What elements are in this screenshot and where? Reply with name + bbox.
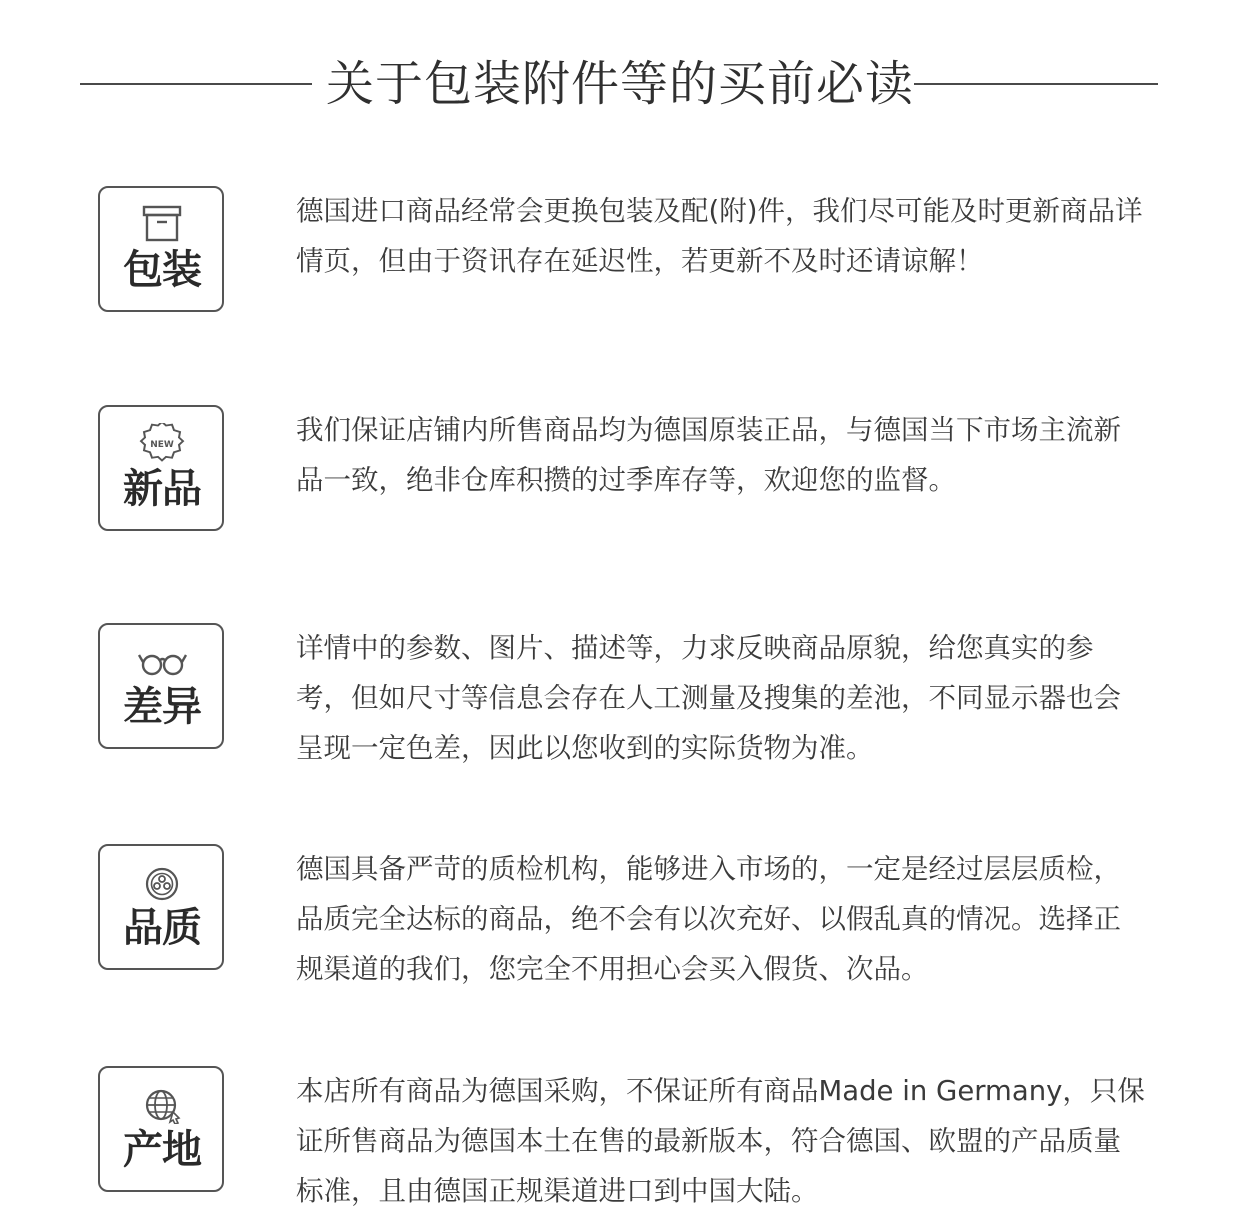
badge-label: 产地 xyxy=(123,1127,201,1173)
storage-box-icon xyxy=(135,204,189,244)
badge-difference xyxy=(98,623,224,749)
notice-text: 德国进口商品经常会更换包装及配(附)件，我们尽可能及时更新商品详情页，但由于资讯存在延迟性，若更新不及时还请谅解！ xyxy=(296,195,1143,277)
badge-packaging xyxy=(98,186,224,312)
header-divider-left xyxy=(80,83,312,85)
globe-icon xyxy=(135,1084,189,1124)
badge-label: 差异 xyxy=(123,684,201,730)
notice-text: 详情中的参数、图片、描述等，力求反映商品原貌，给您真实的参考，但如尺寸等信息会存在人工测量及搜集的差池，不同显示器也会呈现一定色差，因此以您收到的实际货物为准。 xyxy=(296,632,1121,764)
quality-badge-icon xyxy=(135,862,189,902)
svg-text:NEW: NEW xyxy=(150,440,174,450)
badge-label: 包装 xyxy=(123,247,201,293)
badge-origin xyxy=(98,1066,224,1192)
header-divider-right xyxy=(914,83,1158,85)
page-header xyxy=(80,50,1158,120)
notice-text: 本店所有商品为德国采购，不保证所有商品Made in Germany，只保证所售商品为德国本土在售的最新版本，符合德国、欧盟的产品质量标准，且由德国正规渠道进口到中国大陆。 xyxy=(296,1075,1145,1207)
badge-label: 品质 xyxy=(123,905,201,951)
page-title: 关于包装附件等的买前必读 xyxy=(326,56,915,112)
badge-quality xyxy=(98,844,224,970)
glasses-icon xyxy=(135,641,189,681)
notice-text: 德国具备严苛的质检机构，能够进入市场的，一定是经过层层质检，品质完全达标的商品，绝不会有以次充好、以假乱真的情况。选择正规渠道的我们，您完全不用担心会买入假货、次品。 xyxy=(296,853,1121,985)
new-seal-icon xyxy=(135,423,189,463)
badge-label: 新品 xyxy=(123,466,201,512)
badge-new xyxy=(98,405,224,531)
notice-text: 我们保证店铺内所售商品均为德国原装正品，与德国当下市场主流新品一致，绝非仓库积攒的过季库存等，欢迎您的监督。 xyxy=(296,414,1121,496)
